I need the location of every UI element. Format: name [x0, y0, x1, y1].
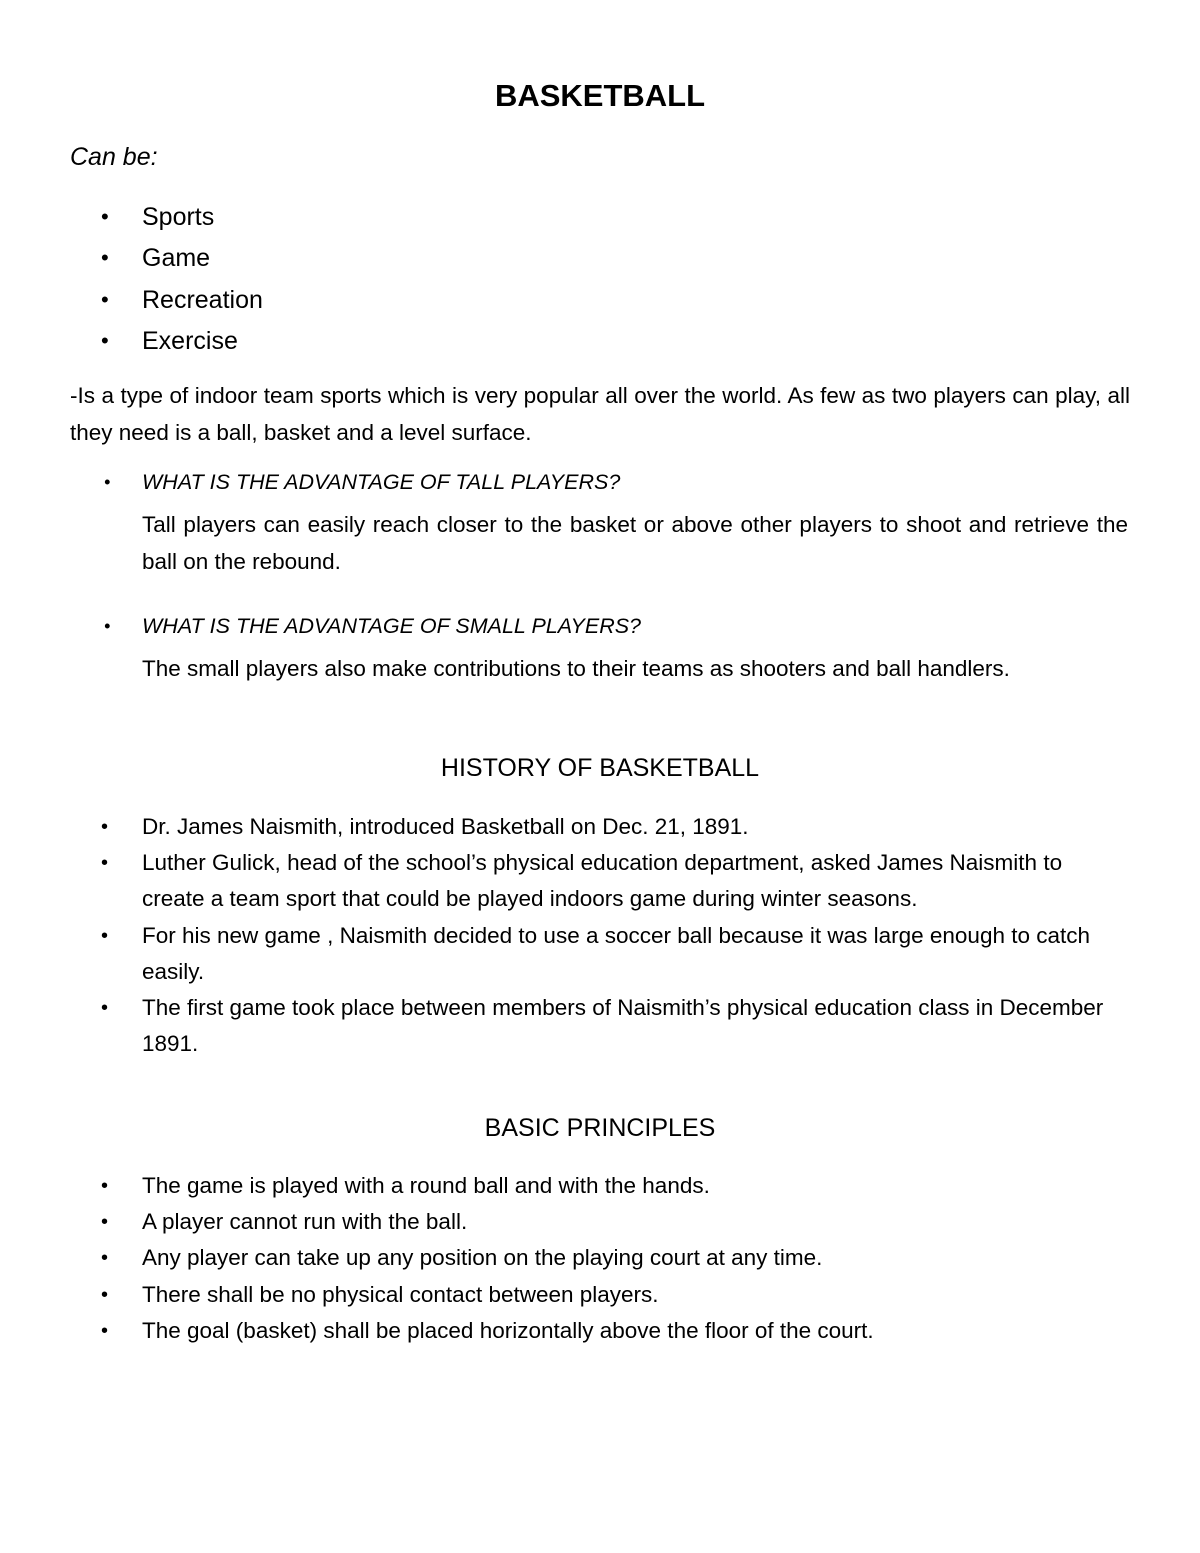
list-item-text: A player cannot run with the ball. [142, 1209, 468, 1235]
bullet-icon: • [101, 1247, 109, 1270]
list-item-text: Dr. James Naismith, introduced Basketball on Dec. 21, 1891. [142, 814, 749, 839]
bullet-icon: • [101, 286, 109, 312]
basic-principles-list [0, 1168, 1128, 1349]
list-item [0, 990, 1128, 1062]
bullet-icon: • [101, 924, 109, 947]
list-item-text: The game is played with a round ball and with the hands. [142, 1173, 710, 1198]
bullet-icon: • [101, 1175, 109, 1197]
answer-text: The small players also make contributions to their teams as shooters and ball handlers. [142, 656, 1010, 681]
list-item-text: Sports [142, 203, 215, 231]
can-be-list [0, 198, 263, 363]
list-item [0, 845, 1128, 917]
list-item-text: There shall be no physical contact between players. [142, 1281, 659, 1307]
list-item-text: The goal (basket) shall be placed horizontally above the floor of the court. [142, 1317, 874, 1343]
list-item [0, 1277, 1128, 1313]
answer-text: Tall players can easily reach closer to the basket or above other players to shoot and retrieve the ball on the rebound. [142, 512, 1128, 574]
intro-paragraph: -Is a type of indoor team sports which is very popular all over the world. As few as two players can play, all they need is a ball, basket and a level surface. [70, 383, 1130, 445]
list-item-text: Game [142, 244, 211, 273]
list-item-text: Recreation [142, 285, 263, 314]
list-item-text: Luther Gulick, head of the school’s physical education department, asked James Naismith to create a team sport that could be played indoors game during winter seasons. [142, 850, 1063, 912]
list-item [0, 322, 263, 363]
list-item [0, 1313, 1128, 1349]
bullet-icon: • [101, 997, 109, 1020]
list-item-text: The first game took place between members of Naismith’s physical education class in December 1891. [142, 995, 1104, 1057]
bullet-icon: • [101, 204, 109, 229]
list-item [0, 281, 263, 322]
question-text: WHAT IS THE ADVANTAGE OF TALL PLAYERS? [142, 470, 621, 494]
list-item [0, 239, 263, 280]
basic-principles-heading: BASIC PRINCIPLES [484, 1114, 716, 1142]
bullet-icon: • [101, 1319, 109, 1342]
question-text: WHAT IS THE ADVANTAGE OF SMALL PLAYERS? [142, 614, 642, 638]
history-list [0, 809, 1128, 1062]
bullet-icon: • [104, 472, 111, 492]
can-be-label: Can be: [70, 143, 158, 171]
bullet-icon: • [101, 1283, 109, 1306]
bullet-icon: • [101, 816, 109, 838]
list-item [0, 198, 263, 239]
history-heading: HISTORY OF BASKETBALL [440, 754, 760, 782]
bullet-icon: • [101, 327, 109, 353]
list-item-text: Exercise [142, 326, 238, 355]
list-item [0, 1168, 1128, 1204]
bullet-icon: • [101, 852, 109, 875]
bullet-icon: • [101, 1211, 109, 1234]
list-item-text: For his new game , Naismith decided to use a soccer ball because it was large enough to catch easily. [142, 922, 1091, 984]
bullet-icon: • [101, 245, 109, 271]
document-title: BASKETBALL [494, 78, 706, 113]
bullet-icon: • [104, 616, 111, 636]
list-item [0, 918, 1128, 990]
list-item [0, 809, 1128, 845]
list-item [0, 1204, 1128, 1240]
list-item [0, 1240, 1128, 1276]
list-item-text: Any player can take up any position on the playing court at any time. [142, 1245, 823, 1271]
